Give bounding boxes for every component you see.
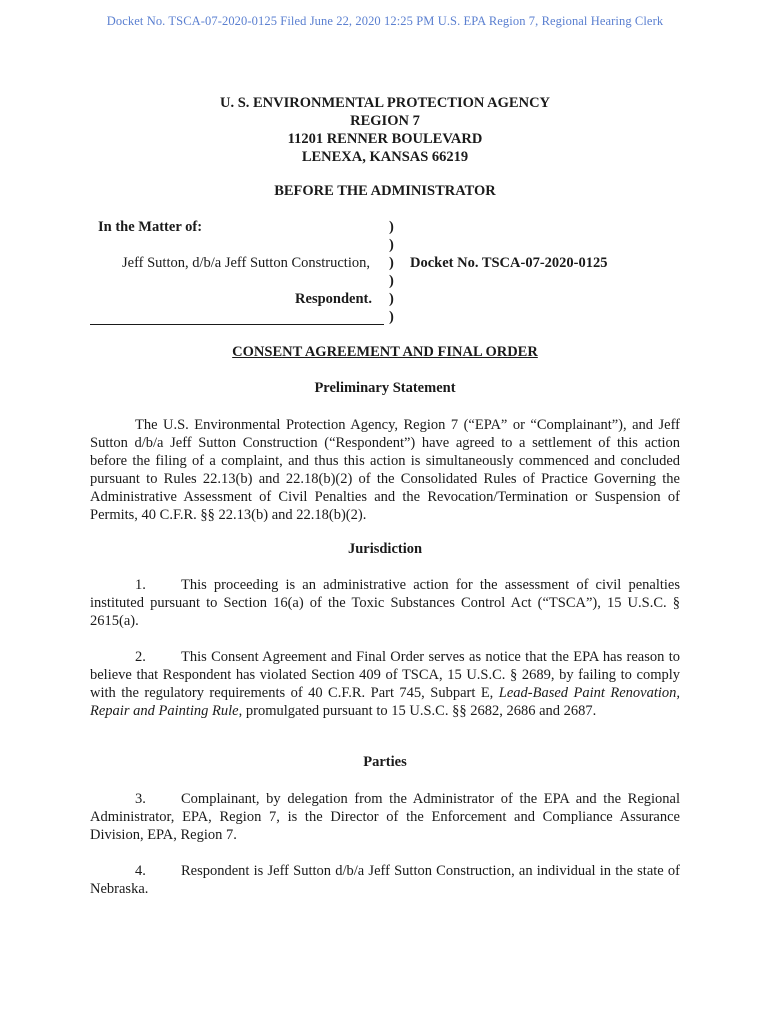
caption-paren: ) — [389, 237, 394, 253]
paragraph-number: 3. — [135, 791, 146, 807]
rule-title-italic: Lead-Based Paint Renovation, Repair and Painting Rule — [90, 685, 681, 719]
caption-paren: ) — [389, 291, 394, 307]
paragraph-text: Respondent is Jeff Sutton d/b/a Jeff Sutton Construction, an individual in the state of Nebraska. — [90, 863, 680, 897]
caption-rule — [90, 324, 384, 325]
paragraph-preliminary — [90, 416, 680, 524]
section-heading-parties: Parties — [363, 754, 407, 770]
document-title: CONSENT AGREEMENT AND FINAL ORDER — [232, 344, 538, 360]
paragraph-number: 2. — [135, 649, 146, 665]
in-the-matter-label: In the Matter of: — [98, 219, 203, 235]
agency-header — [0, 94, 770, 166]
paragraph-4 — [90, 862, 680, 898]
paragraph-text: Complainant, by delegation from the Administrator of the EPA and the Regional Administrator, EPA, Region 7, is the Director of the Enforcement and Compliance Assurance Division, EPA, Region 7. — [90, 791, 680, 843]
before-heading: BEFORE THE ADMINISTRATOR — [274, 183, 496, 199]
caption-paren: ) — [389, 309, 394, 325]
caption-paren: ) — [389, 273, 394, 289]
caption-paren: ) — [389, 219, 394, 235]
caption-paren: ) — [389, 255, 394, 271]
section-heading-jurisdiction: Jurisdiction — [347, 541, 423, 557]
agency-street: 11201 RENNER BOULEVARD — [287, 131, 483, 147]
paragraph-text: , promulgated pursuant to 15 U.S.C. §§ 2682, 2686 and 2687. — [238, 703, 597, 719]
paragraph-2 — [90, 648, 680, 720]
paragraph-text: This Consent Agreement and Final Order serves as notice that the EPA has reason to believe that Respondent has violated Section 409 of TSCA, 15 U.S.C. § 2689, by failing to comply with the regulatory requirements of 40 C.F.R. Part 745, Subpart E, — [90, 649, 680, 701]
respondent-label: Respondent. — [295, 291, 372, 307]
party-name: Jeff Sutton, d/b/a Jeff Sutton Construction, — [122, 255, 370, 271]
paragraph-1 — [90, 576, 680, 630]
paragraph-3 — [90, 790, 680, 844]
paragraph-number: 1. — [135, 577, 146, 593]
agency-city: LENEXA, KANSAS 66219 — [301, 149, 469, 165]
case-caption — [90, 219, 690, 329]
paragraph-number: 4. — [135, 863, 146, 879]
paragraph-text: This proceeding is an administrative action for the assessment of civil penalties instituted pursuant to Section 16(a) of the Toxic Substances Control Act (“TSCA”), 15 U.S.C. § 2615(a). — [90, 577, 680, 629]
agency-region: REGION 7 — [350, 113, 420, 129]
docket-number: Docket No. TSCA-07-2020-0125 — [410, 255, 608, 271]
section-heading-preliminary: Preliminary Statement — [314, 380, 456, 396]
filing-stamp: Docket No. TSCA-07-2020-0125 Filed June 22, 2020 12:25 PM U.S. EPA Region 7, Regional Hearing Clerk — [106, 14, 664, 28]
agency-name: U. S. ENVIRONMENTAL PROTECTION AGENCY — [219, 95, 551, 111]
paragraph-text: The U.S. Environmental Protection Agency, Region 7 (“EPA” or “Complainant”), and Jeff Sutton d/b/a Jeff Sutton Construction (“Respondent”) have agreed to a settlement of this action before the filing of a complaint, and thus this action is simultaneously commenced and concluded pursuant to Rules 22.13(b) and 22.18(b)(2) of the Consolidated Rules of Practice Governing the Administrative Assessment of Civil Penalties and the Revocation/Termination or Suspension of Permits, 40 C.F.R. §§ 22.13(b) and 22.18(b)(2). — [90, 417, 680, 523]
